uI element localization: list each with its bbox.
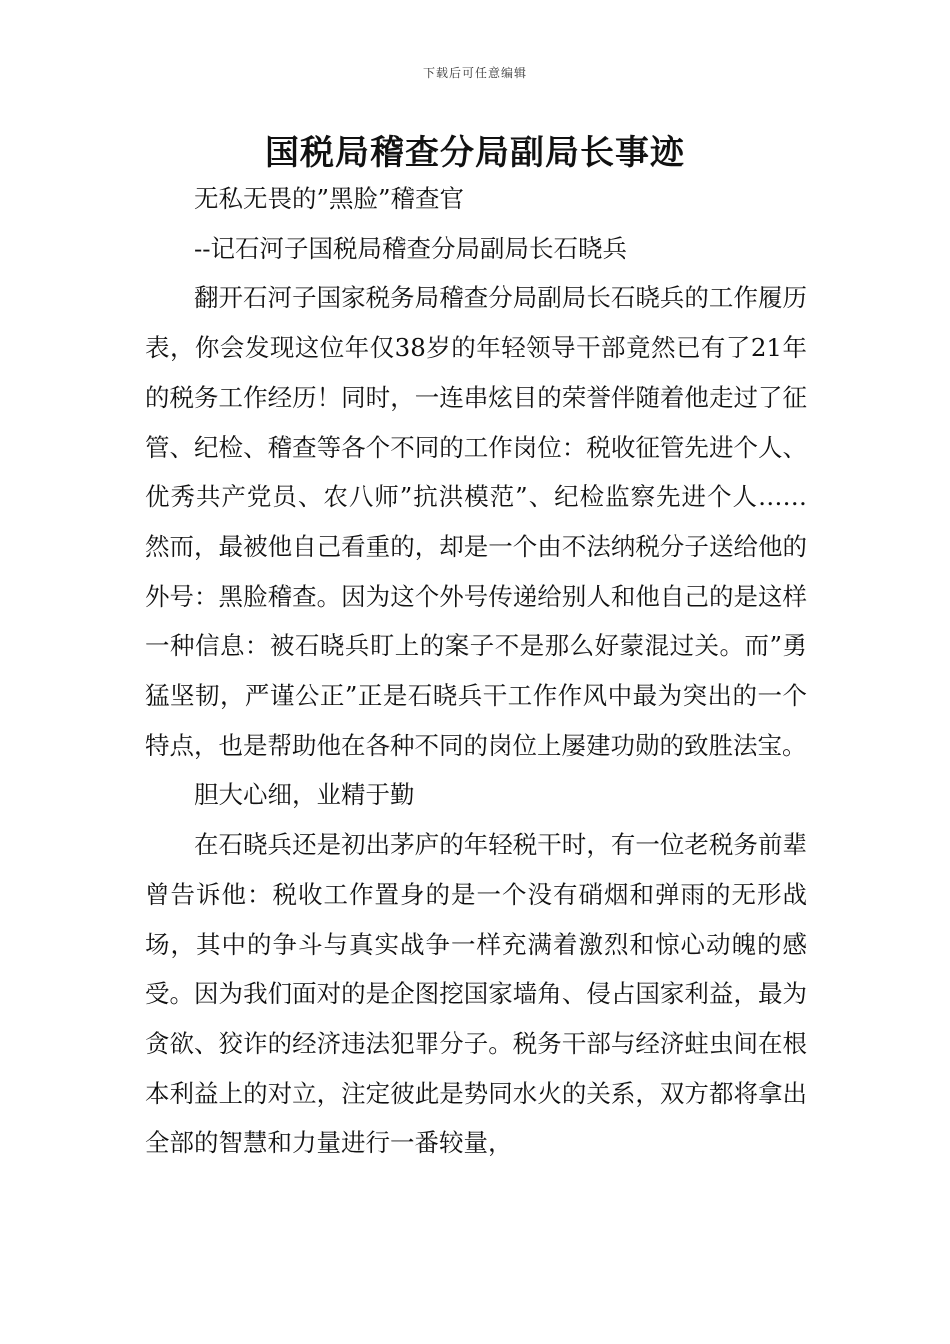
section-heading: 胆大心细，业精于勤 [194, 780, 415, 810]
header-note: 下载后可任意编辑 [422, 66, 527, 80]
subtitle: 无私无畏的”黑脸”稽查官 [194, 184, 465, 213]
byline: --记石河子国税局稽查分局副局长石晓兵 [194, 233, 628, 263]
document-body [145, 174, 807, 1168]
body-paragraph: 翻开石河子国家税务局稽查分局副局长石晓兵的工作履历表，你会发现这位年仅38岁的年轻领导干部竟然已有了21年的税务工作经历！同时，一连串炫目的荣誉伴随着他走过了征管、纪检、稽查等各个不同的工作岗位：税收征管先进个人、优秀共产党员、农八师”抗洪模范”、纪检监察先进个人……然而，最被他自己看重的，却是一个由不法纳税分子送给他的外号：黑脸稽查。因为这个外号传递给别人和他自己的是这样一种信息：被石晓兵盯上的案子不是那么好蒙混过关。而”勇猛坚韧，严谨公正”正是石晓兵干工作作风中最为突出的一个特点，也是帮助他在各种不同的岗位上屡建功勋的致胜法宝。 [145, 283, 807, 760]
body-paragraph: 在石晓兵还是初出茅庐的年轻税干时，有一位老税务前辈曾告诉他：税收工作置身的是一个没有硝烟和弹雨的无形战场，其中的争斗与真实战争一样充满着激烈和惊心动魄的感受。因为我们面对的是企图挖国家墙角、侵占国家利益，最为贪欲、狡诈的经济违法犯罪分子。税务干部与经济蛀虫间在根本利益上的对立，注定彼此是势同水火的关系，双方都将拿出全部的智慧和力量进行一番较量， [145, 830, 807, 1158]
document-title: 国税局稽查分局副局长事迹 [265, 133, 685, 173]
